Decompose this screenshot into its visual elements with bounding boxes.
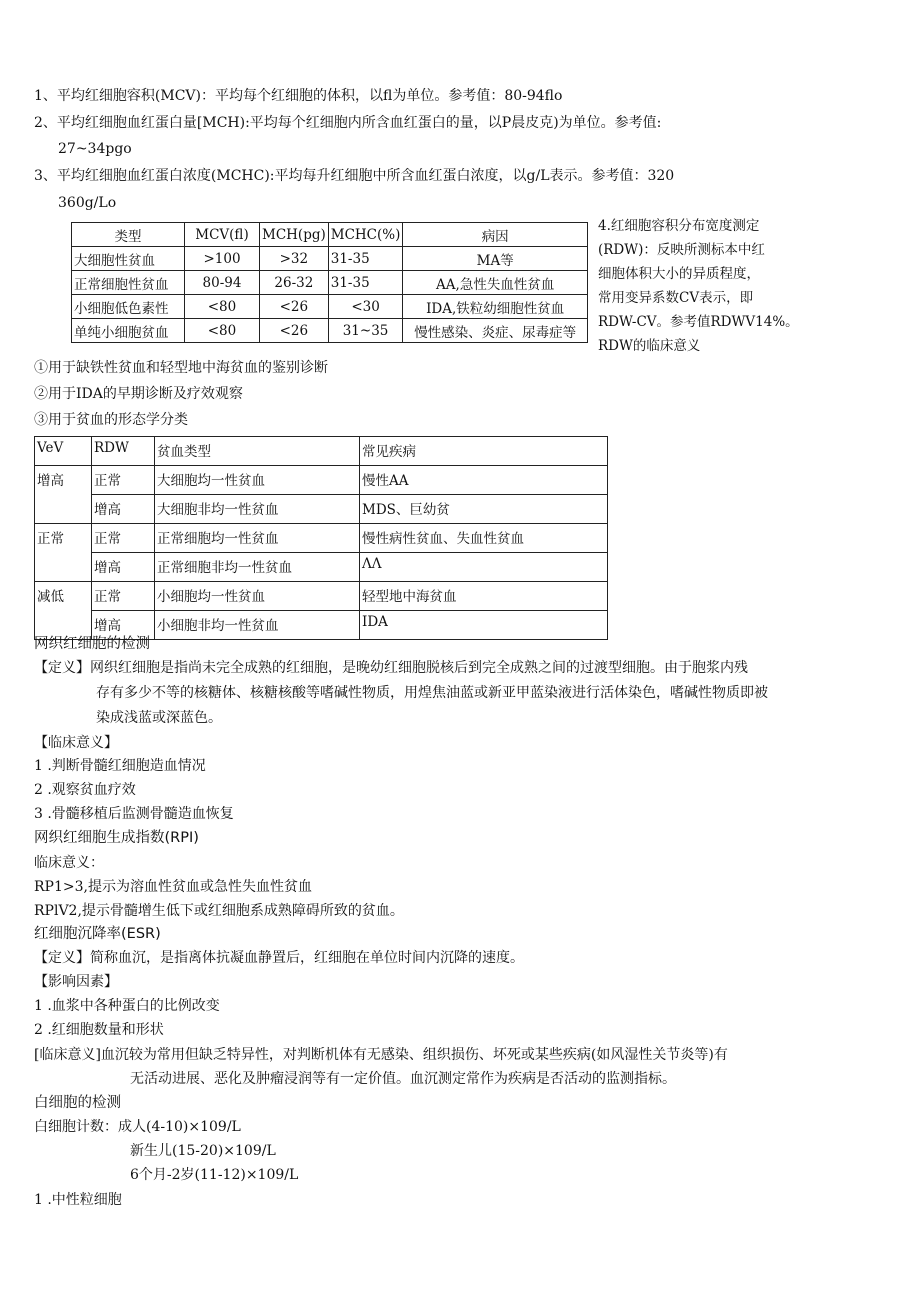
rdw-sidebar-text [598,214,798,358]
esr-factors-label: 【影响因素】 [34,974,118,990]
table-cell: 31-35 [328,247,403,271]
wbc-count-line: 白细胞计数：成人(4-10)×109/L [34,1119,241,1135]
table-cell: ΛΛ [360,553,608,582]
table-cell: <26 [260,295,329,319]
table-cell: >100 [185,247,260,271]
table-row [72,271,588,295]
table-cell: 小细胞低色素性 [72,295,185,319]
table-header-row [35,437,608,466]
mchc-definition: 3、平均红细胞血红蛋白浓度(MCHC):平均每升红细胞中所含血红蛋白浓度，以g/L表示。参考值：320 [34,168,675,184]
table-header: MCH(pg) [260,223,329,247]
anemia-type-table [71,222,588,343]
table-cell: 26-32 [260,271,329,295]
mchc-reference: 360g/Lo [58,195,117,211]
wbc-count-line: 6个月-2岁(11-12)×109/L [130,1167,299,1183]
table-cell: 80-94 [185,271,260,295]
table-header: 贫血类型 [155,437,360,466]
table-cell: <30 [328,295,403,319]
retic-significance-label: 【临床意义】 [34,735,118,751]
table-cell: 31-35 [328,271,403,295]
rpi-line: RPlV2,提示骨髓增生低下或红细胞系成熟障碍所致的贫血。 [34,903,404,919]
table-row [72,247,588,271]
table-header: MCHC(%) [328,223,403,247]
table-row [35,582,608,611]
mcv-group-cell: 减低 [35,582,92,640]
table-cell: 慢性AA [360,466,608,495]
table-cell: IDA,铁粒幼细胞性贫血 [403,295,588,319]
table-cell: 正常 [92,466,155,495]
table-header: 常见疾病 [360,437,608,466]
table-header: 类型 [72,223,185,247]
table-cell: <80 [185,319,260,343]
table-row [35,466,608,495]
table-cell: 小细胞非均一性贫血 [155,611,360,640]
mch-definition: 2、平均红细胞血红蛋白量[MCH):平均每个红细胞内所含血红蛋白的量，以P晨皮克)为单位。参考值: [34,115,662,131]
table-cell: 大细胞均一性贫血 [155,466,360,495]
rdw-line: 4.红细胞容积分布宽度测定 [598,218,760,234]
rpi-heading: 网织红细胞生成指数(RPI) [34,830,199,846]
table-cell: 增高 [92,495,155,524]
table-cell: 31~35 [328,319,403,343]
table-header: RDW [92,437,155,466]
table-header-row [72,223,588,247]
mcv-rdw-classification-table [34,436,608,640]
table-row [72,319,588,343]
wbc-count-line: 新生儿(15-20)×109/L [130,1143,276,1159]
rdw-use-item: ③用于贫血的形态学分类 [34,412,188,428]
list-item: 1 .血浆中各种蛋白的比例改变 [34,998,220,1014]
retic-definition-line: 存有多少不等的核糖体、核糖核酸等嗜碱性物质，用煌焦油蓝或新亚甲蓝染液进行活体染色，嗜碱性物质即被 [96,685,768,701]
table-row [35,495,608,524]
table-cell: 小细胞均一性贫血 [155,582,360,611]
rdw-use-item: ①用于缺铁性贫血和轻型地中海贫血的鉴别诊断 [34,360,328,376]
table-cell: 大细胞性贫血 [72,247,185,271]
retic-heading: 网织红细胞的检测 [34,636,150,652]
esr-significance-line: [临床意义]血沉较为常用但缺乏特异性，对判断机体有无感染、组织损伤、坏死或某些疾病(如风湿性关节炎等)有 [34,1047,728,1063]
table-cell: 正常 [92,524,155,553]
table-cell: 慢性感染、炎症、尿毒症等 [403,319,588,343]
list-item: 3 .骨髓移植后监测骨髓造血恢复 [34,806,234,822]
table-cell: IDA [360,611,608,640]
table-cell: >32 [260,247,329,271]
rdw-line: RDW的临床意义 [598,338,701,354]
retic-definition-line: 染成浅蓝或深蓝色。 [96,710,222,726]
mch-reference: 27~34pgo [58,141,132,157]
table-header: VeV [35,437,92,466]
table-header: MCV(fl) [185,223,260,247]
mcv-group-cell: 正常 [35,524,92,582]
wbc-heading: 白细胞的检测 [34,1095,121,1111]
esr-significance-line: 无活动进展、恶化及肿瘤浸润等有一定价值。血沉测定常作为疾病是否活动的监测指标。 [130,1071,676,1087]
retic-definition-line: 【定义】网织红细胞是指尚未完全成熟的红细胞，是晚幼红细胞脱核后到完全成熟之间的过渡型细胞。由于胞浆内残 [34,660,748,676]
list-item: 2 .观察贫血疗效 [34,782,136,798]
rdw-line: RDW-CV。参考值RDWV14%。 [598,314,799,330]
table-cell: 轻型地中海贫血 [360,582,608,611]
table-cell: 正常细胞非均一性贫血 [155,553,360,582]
table-cell: 增高 [92,553,155,582]
table-cell: 慢性病性贫血、失血性贫血 [360,524,608,553]
rdw-line: (RDW)：反映所测标本中红 [598,242,765,258]
table-row [35,524,608,553]
list-item: 1 .判断骨髓红细胞造血情况 [34,758,206,774]
mcv-definition: 1、平均红细胞容积(MCV)：平均每个红细胞的体积，以fl为单位。参考值：80-94flo [34,88,563,104]
list-item: 2 .红细胞数量和形状 [34,1022,164,1038]
esr-heading: 红细胞沉降率(ESR) [34,926,161,942]
rpi-line: RP1>3,提示为溶血性贫血或急性失血性贫血 [34,879,312,895]
table-cell: 正常细胞均一性贫血 [155,524,360,553]
list-item: 1 .中性粒细胞 [34,1192,122,1208]
table-cell: <80 [185,295,260,319]
rdw-use-item: ②用于IDA的早期诊断及疗效观察 [34,386,243,402]
rdw-line: 细胞体积大小的异质程度， [598,266,760,282]
table-row [35,553,608,582]
table-cell: 正常细胞性贫血 [72,271,185,295]
table-cell: 大细胞非均一性贫血 [155,495,360,524]
mcv-group-cell: 增高 [35,466,92,524]
rdw-line: 常用变异系数CV表示，即 [598,290,754,306]
table-cell: AA,急性失血性贫血 [403,271,588,295]
table-header: 病因 [403,223,588,247]
table-cell: <26 [260,319,329,343]
table-cell: MA等 [403,247,588,271]
table-cell: MDS、巨幼贫 [360,495,608,524]
esr-definition: 【定义】简称血沉，是指离体抗凝血静置后，红细胞在单位时间内沉降的速度。 [34,950,524,966]
table-cell: 增高 [92,611,155,640]
table-cell: 正常 [92,582,155,611]
table-row [72,295,588,319]
rpi-label: 临床意义： [34,855,104,871]
table-cell: 单纯小细胞贫血 [72,319,185,343]
